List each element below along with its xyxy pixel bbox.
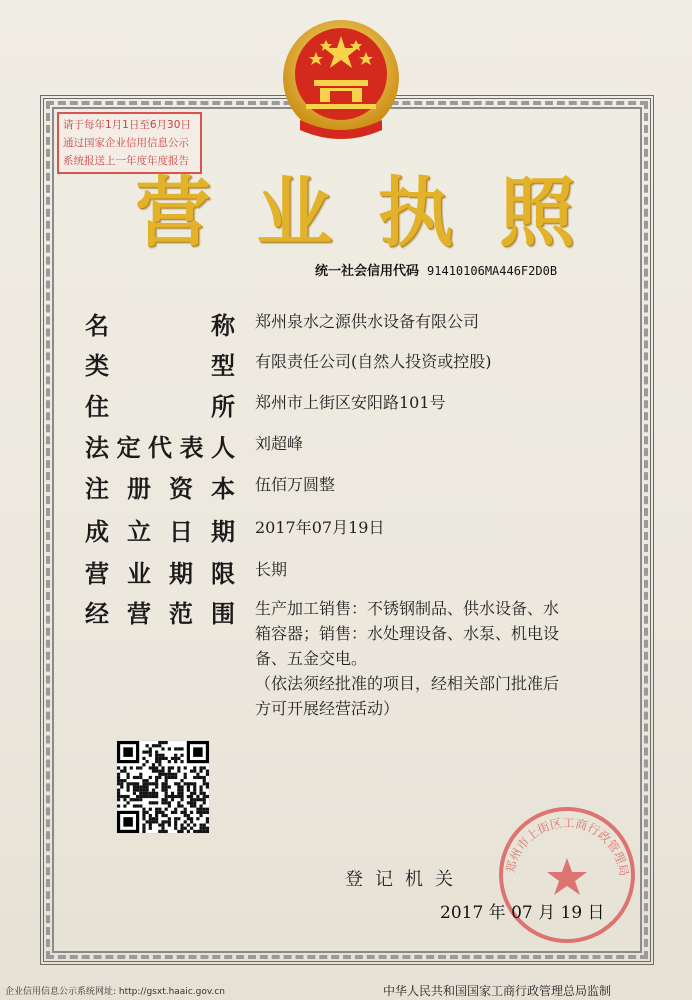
company-name-value: 郑州泉水之源供水设备有限公司	[255, 312, 480, 331]
label-char: 期	[211, 518, 235, 546]
legal-rep-value: 刘超峰	[255, 434, 304, 453]
title-char: 执	[377, 168, 454, 257]
label-char: 范	[169, 600, 193, 628]
label-char: 立	[127, 518, 151, 546]
label-char: 业	[127, 560, 151, 588]
annual-report-stamp	[57, 112, 202, 174]
business-term-value: 长期	[255, 560, 288, 579]
label-char: 型	[211, 352, 235, 380]
label-char: 注	[85, 475, 109, 503]
label-char: 法	[85, 434, 109, 462]
field-label	[85, 387, 235, 422]
credit-code-label: 统一社会信用代码	[315, 264, 420, 279]
registration-date: 2017 年 07 月 19 日	[440, 903, 605, 923]
label-char: 营	[85, 560, 109, 588]
scope-line: （依法须经批准的项目，经相关部门批准后	[255, 674, 560, 693]
label-char: 代	[148, 434, 172, 462]
label-char: 围	[211, 600, 235, 628]
field-label	[85, 512, 235, 547]
label-char: 期	[169, 560, 193, 588]
label-char: 营	[127, 600, 151, 628]
title-char: 照	[498, 168, 575, 257]
stamp-line-1: 请于每年1月1日至6月30日	[63, 119, 191, 131]
field-label	[85, 306, 235, 341]
credit-code-line	[315, 260, 557, 279]
label-char: 所	[211, 393, 235, 421]
label-char: 日	[169, 518, 193, 546]
label-char: 成	[85, 518, 109, 546]
field-label	[85, 346, 235, 381]
scope-line: 方可开展经营活动）	[255, 699, 400, 718]
label-char: 名	[85, 312, 109, 340]
label-char: 定	[116, 434, 141, 462]
title-char: 业	[256, 168, 333, 257]
field-label	[85, 469, 235, 504]
label-char: 人	[211, 434, 235, 462]
label-char: 类	[85, 352, 109, 380]
label-char: 住	[85, 393, 109, 421]
label-char: 表	[179, 434, 204, 462]
field-label	[85, 554, 235, 589]
credit-code-value: 91410106MA446F2D0B	[427, 264, 558, 278]
license-title	[135, 168, 575, 258]
stamp-line-3: 系统报送上一年度年度报告	[63, 155, 189, 167]
capital-value: 伍佰万圆整	[255, 475, 336, 494]
established-date-value: 2017年07月19日	[255, 518, 385, 537]
official-seal-icon	[492, 800, 642, 950]
label-char: 限	[211, 560, 235, 588]
footer-website: 企业信用信息公示系统网址: http://gsxt.haaic.gov.cn	[5, 987, 225, 997]
business-scope-value	[255, 596, 615, 721]
label-char: 资	[169, 475, 193, 503]
label-char: 本	[211, 475, 235, 503]
scope-line: 箱容器；销售：水处理设备、水泵、机电设	[255, 624, 560, 643]
label-char: 册	[127, 475, 151, 503]
scope-line: 备、五金交电。	[255, 649, 368, 668]
seal-text: 郑州市上街区工商行政管理局	[503, 815, 632, 878]
address-value: 郑州市上街区安阳路101号	[255, 393, 446, 412]
footer-supervisor: 中华人民共和国国家工商行政管理总局监制	[383, 984, 612, 998]
company-type-value: 有限责任公司(自然人投资或控股)	[255, 352, 492, 371]
stamp-line-2: 通过国家企业信用信息公示	[63, 137, 189, 149]
label-char: 经	[85, 600, 109, 628]
field-label	[85, 594, 235, 629]
scope-line: 生产加工销售：不锈钢制品、供水设备、水	[255, 599, 560, 618]
qr-code-icon[interactable]	[116, 740, 210, 834]
label-char: 称	[211, 312, 235, 340]
registration-authority-label: 登记机关	[345, 869, 465, 890]
national-emblem-icon	[270, 12, 412, 144]
field-label	[85, 428, 235, 463]
title-char: 营	[135, 168, 211, 257]
